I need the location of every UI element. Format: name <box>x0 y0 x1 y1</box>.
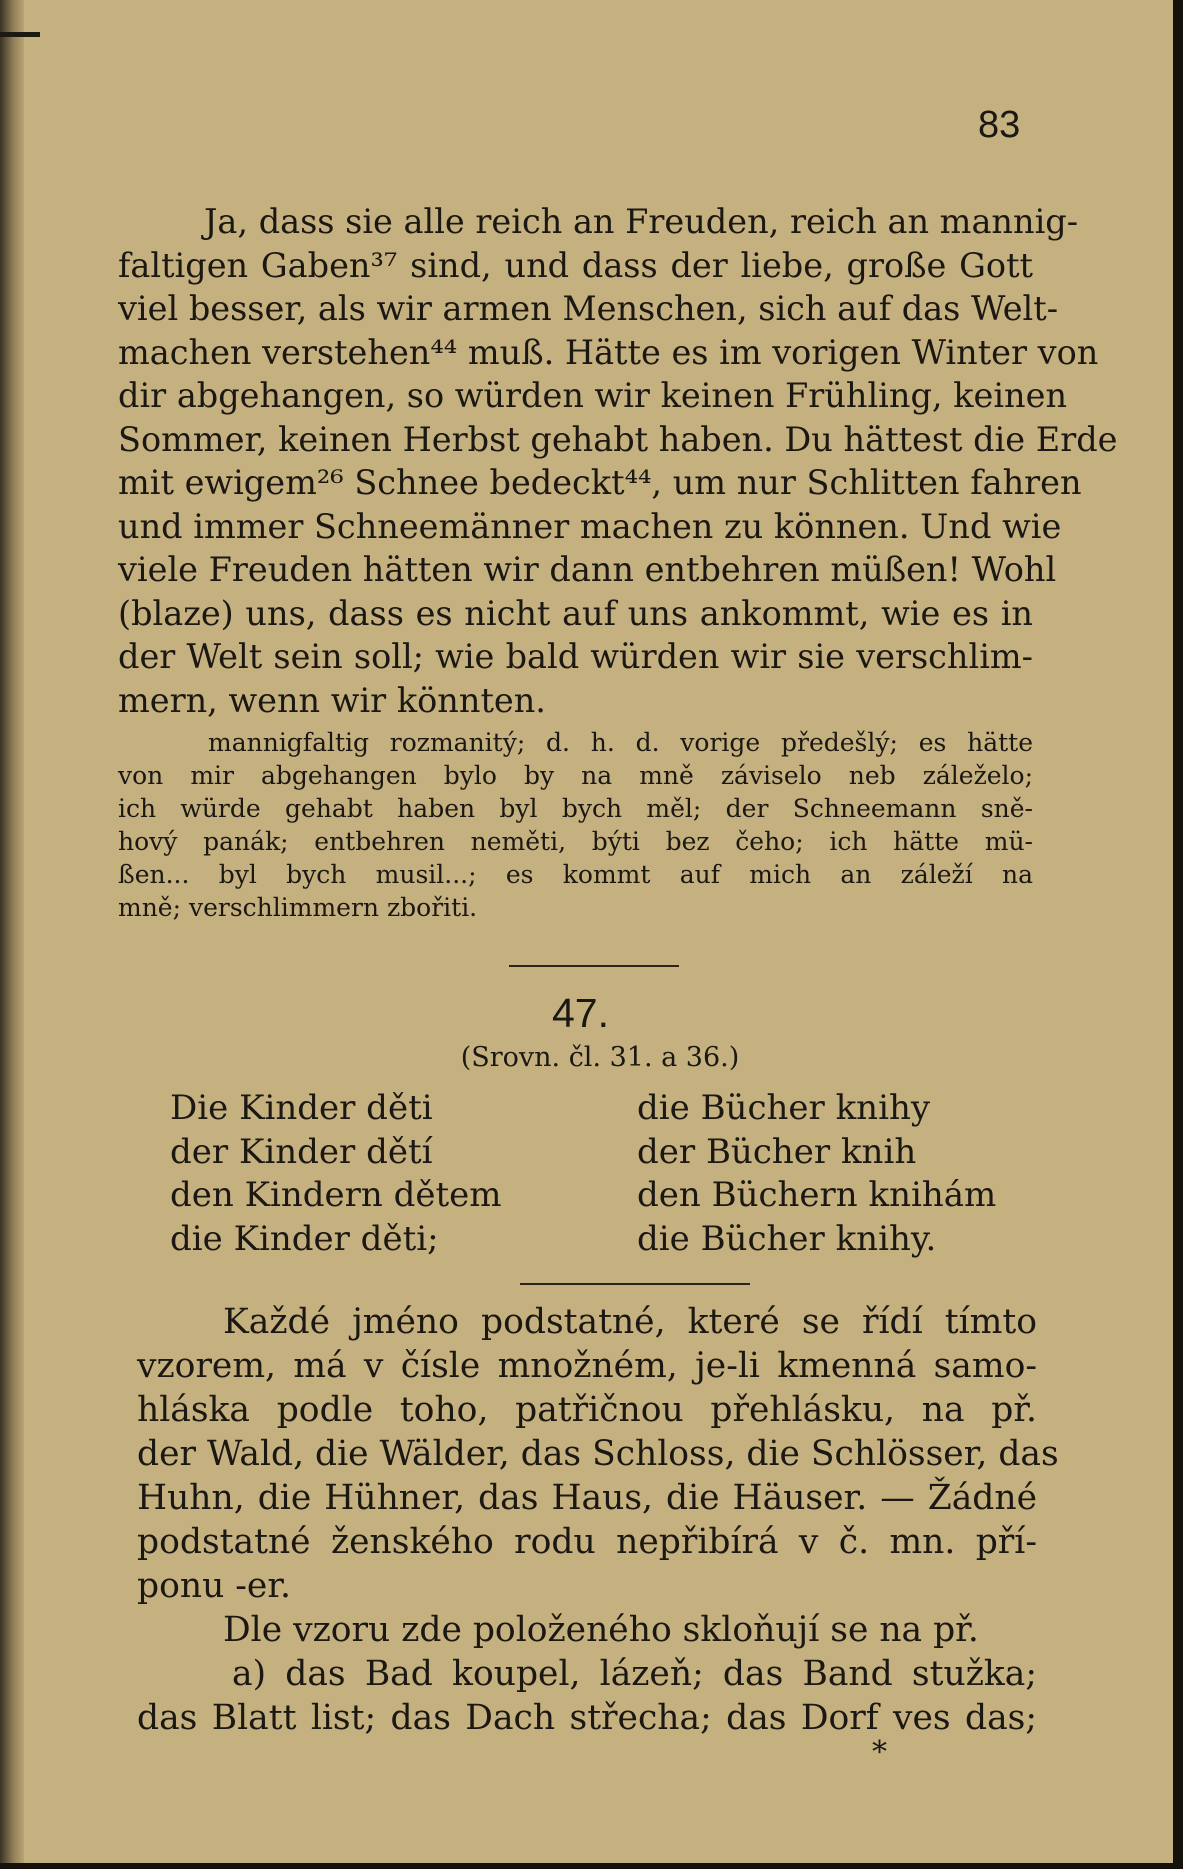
declension-row: die Bücher knihy <box>637 1088 931 1128</box>
grammar-explanation <box>137 1300 1059 1740</box>
paragraph-line: viel besser, als wir armen Menschen, sich auf das Welt- <box>118 289 1059 328</box>
table-divider <box>520 1283 750 1285</box>
explanation-line: ponu -er. <box>137 1566 292 1606</box>
explanation-line: vzorem, má v čísle množném, je-li kmenná samo- <box>137 1346 1037 1386</box>
paragraph-line: Sommer, keinen Herbst gehabt haben. Du hättest die Erde <box>118 419 1118 459</box>
note-line: mannigfaltig rozmanitý; d. h. d. vorige předešlý; es hätte <box>208 728 1033 757</box>
declension-row: Die Kinder děti <box>170 1088 433 1128</box>
paragraph-line: der Welt sein soll; wie bald würden wir sie verschlim- <box>118 637 1033 676</box>
vocabulary-notes <box>118 726 1033 924</box>
paragraph-line: viele Freuden hätten wir dann entbehren müßen! Wohl <box>118 550 1057 589</box>
declension-row: den Büchern knihám <box>637 1175 997 1215</box>
note-line: ich würde gehabt haben byl bych měl; der Schneemann sně- <box>118 794 1033 823</box>
paragraph-line: mit ewigem²⁶ Schnee bedeckt⁴⁴, um nur Schlitten fahren <box>118 463 1082 502</box>
declension-row: der Bücher knih <box>637 1131 917 1172</box>
explanation-line: hláska podle toho, patřičnou přehlásku, na př. <box>137 1390 1037 1430</box>
declension-row: der Kinder dětí <box>170 1131 433 1172</box>
section-number: 47. <box>552 990 609 1036</box>
explanation-line: Každé jméno podstatné, které se řídí tímto <box>223 1302 1037 1342</box>
main-paragraph <box>118 200 1118 722</box>
paragraph-line: und immer Schneemänner machen zu können. Und wie <box>118 506 1062 546</box>
note-line: hový panák; entbehren neměti, býti bez čeho; ich hätte mü- <box>118 827 1033 856</box>
note-line: von mir abgehangen bylo by na mně záviselo neb záleželo; <box>118 761 1033 790</box>
section-divider <box>509 965 679 967</box>
explanation-line: Dle vzoru zde položeného skloňují se na př. <box>223 1610 979 1650</box>
paragraph-line: mern, wenn wir könnten. <box>118 680 546 720</box>
note-line: mně; verschlimmern zbořiti. <box>118 893 478 922</box>
book-spine <box>0 0 24 1869</box>
note-line: ßen... byl bych musil...; es kommt auf mich an záleží na <box>118 860 1033 889</box>
declension-row: die Kinder děti; <box>170 1218 439 1259</box>
declension-row: die Bücher knihy. <box>637 1218 937 1259</box>
declension-table-kinder <box>170 1087 502 1261</box>
declension-row: den Kindern dětem <box>170 1175 502 1215</box>
paragraph-line: Ja, dass sie alle reich an Freuden, reich an mannig- <box>204 202 1079 241</box>
top-edge-mark <box>0 32 40 37</box>
declension-table-buecher <box>637 1087 996 1261</box>
footer-asterisk: * <box>872 1735 887 1770</box>
paragraph-line: (blaze) uns, dass es nicht auf uns ankommt, wie es in <box>118 593 1033 633</box>
page-bottom-edge <box>0 1863 1183 1869</box>
section-reference: (Srovn. čl. 31. a 36.) <box>460 1042 740 1073</box>
paragraph-line: dir abgehangen, so würden wir keinen Frühling, keinen <box>118 376 1068 415</box>
page-number: 83 <box>978 104 1021 146</box>
page-right-edge <box>1173 0 1183 1869</box>
explanation-line: Huhn, die Hühner, das Haus, die Häuser. — Žádné <box>137 1478 1037 1518</box>
explanation-line: der Wald, die Wälder, das Schloss, die Schlösser, das <box>137 1434 1059 1474</box>
explanation-line: podstatné ženského rodu nepřibírá v č. mn. pří- <box>137 1522 1037 1562</box>
explanation-line: a) das Bad koupel, lázeň; das Band stužka; <box>232 1654 1037 1694</box>
paragraph-line: faltigen Gaben³⁷ sind, und dass der liebe, große Gott <box>118 245 1033 285</box>
explanation-line: das Blatt list; das Dach střecha; das Dorf ves das; <box>137 1698 1037 1738</box>
paragraph-line: machen verstehen⁴⁴ muß. Hätte es im vorigen Winter von <box>118 332 1099 372</box>
